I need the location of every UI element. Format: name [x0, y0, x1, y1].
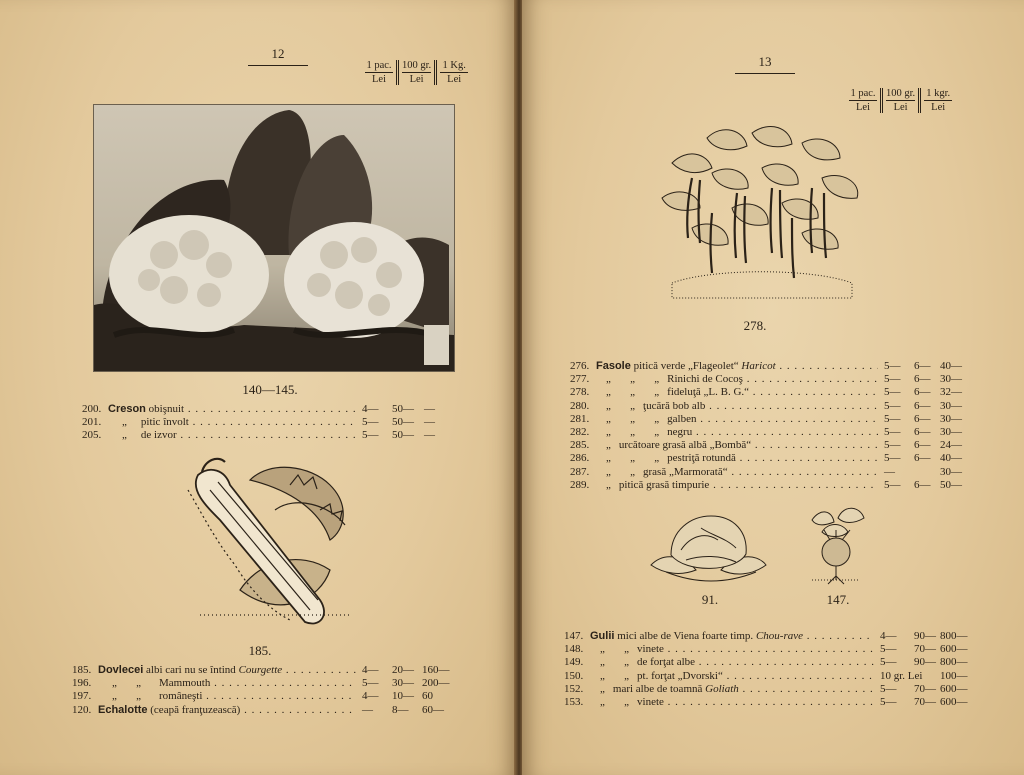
item-name: [596, 413, 878, 426]
price-100gr: 20—: [392, 664, 414, 676]
ditto-mark: „: [606, 439, 611, 452]
item-prices: [356, 403, 452, 416]
list-item: [564, 670, 974, 683]
item-variety: pitic învolt: [140, 416, 189, 429]
item-number: 185.: [72, 664, 92, 676]
item-number: 289.: [570, 478, 590, 491]
list-item: [564, 630, 974, 643]
list-item: [570, 400, 970, 413]
price-pac: 5—: [884, 373, 901, 386]
price-kg: —: [424, 416, 435, 429]
price-kg: 60: [422, 690, 433, 703]
item-variety: (ceapă franţuzească): [147, 703, 241, 716]
price-100gr: 30—: [392, 677, 414, 690]
list-item: [72, 664, 456, 677]
item-number: 278.: [570, 386, 590, 399]
item-variety: pitică verde „Flageolet“: [630, 360, 742, 372]
ditto-mark: „: [606, 478, 611, 491]
price-kgr: 32—: [940, 386, 962, 399]
price-pac: 5—: [880, 656, 897, 669]
price-pac: 4—: [880, 630, 897, 642]
price-pac: 5—: [880, 696, 897, 709]
price-kg: 200—: [422, 677, 450, 690]
price-kg: —: [424, 429, 435, 442]
price-100gr: 6—: [914, 360, 931, 372]
price-col-unit: Lei: [372, 74, 386, 85]
price-100gr: 6—: [914, 439, 931, 452]
ditto-mark: „ „: [606, 465, 636, 478]
ditto-mark: „ „: [600, 696, 630, 709]
price-header: [846, 88, 955, 113]
item-name: [98, 677, 356, 690]
right-page: [522, 0, 1024, 775]
price-kg: 160—: [422, 664, 450, 676]
price-pac: 5—: [362, 677, 379, 690]
price-col-kgr: [918, 88, 955, 113]
item-genus: Gulii: [590, 630, 615, 642]
item-genus: Dovlecei: [98, 664, 144, 676]
price-pac: 5—: [362, 429, 379, 442]
item-variety: urcătoare grasă albă „Bombă“: [618, 439, 752, 452]
price-kgr: 30—: [940, 465, 962, 478]
item-name: [590, 696, 874, 709]
price-pac: 5—: [884, 478, 901, 491]
price-pac: —: [884, 465, 895, 478]
price-kg: 60—: [422, 703, 444, 716]
price-100gr: 6—: [914, 386, 931, 399]
price-col-100gr: [396, 60, 434, 85]
item-name: [108, 416, 356, 429]
item-name: [98, 704, 356, 717]
item-prices: [878, 400, 970, 413]
price-kgr: 800—: [940, 630, 968, 642]
item-variety: ţucără bob alb: [643, 399, 706, 412]
item-number: 276.: [570, 360, 590, 372]
item-variety: vinete: [637, 696, 664, 709]
item-prices: [356, 704, 456, 717]
price-100gr: 6—: [914, 399, 931, 412]
list-item: [82, 416, 452, 429]
item-prices: [356, 664, 456, 677]
price-100gr: 50—: [392, 403, 414, 415]
item-variety: grasă „Marmorată“: [643, 465, 728, 478]
item-variety: Mammouth: [159, 677, 211, 690]
price-kgr: 600—: [940, 696, 968, 709]
item-latin: Chou-rave: [755, 630, 803, 642]
item-number: 201.: [82, 416, 102, 429]
ditto-mark: „: [600, 682, 605, 695]
price-100gr: 8—: [392, 703, 409, 716]
price-kgr: 30—: [940, 399, 962, 412]
price-col-label: 1 Kg.: [440, 60, 468, 73]
item-variety: româneşti: [159, 690, 203, 703]
price-pac: 5—: [884, 412, 901, 425]
item-latin: Goliath: [705, 682, 739, 695]
list-item: [570, 479, 970, 492]
price-col-unit: Lei: [447, 74, 462, 85]
item-name: [590, 683, 874, 696]
price-pac: 5—: [884, 399, 901, 412]
ditto-mark: „ „: [600, 669, 630, 682]
price-pac: —: [362, 703, 373, 716]
item-name: [108, 403, 356, 416]
item-number: 281.: [570, 412, 590, 425]
price-col-label: 100 gr.: [402, 60, 432, 71]
item-prices: [356, 677, 456, 690]
item-variety: obişnuit: [145, 403, 185, 415]
item-number: 196.: [72, 677, 92, 690]
ditto-mark: „ „ „: [606, 373, 660, 386]
price-pac: 10 gr. Lei: [880, 669, 923, 682]
item-genus: Fasole: [596, 360, 631, 372]
ditto-mark: „ „: [600, 656, 630, 669]
creson-list: [82, 403, 452, 443]
item-prices: [878, 426, 970, 439]
item-name: [590, 656, 874, 669]
item-prices: [356, 416, 452, 429]
item-name: [596, 360, 878, 373]
zucchini-illustration: [180, 450, 360, 630]
item-prices: [878, 452, 970, 465]
item-prices: [874, 683, 974, 696]
ditto-mark: „ „: [606, 399, 636, 412]
item-variety: mari albe de toamnă: [612, 682, 706, 695]
price-100gr: 50—: [392, 429, 414, 442]
ditto-mark: „ „: [112, 677, 142, 690]
price-pac: 5—: [884, 360, 901, 372]
item-latin: Haricot: [741, 360, 776, 372]
price-col-label: 100 gr.: [886, 88, 916, 99]
item-variety: de forţat albe: [637, 656, 696, 669]
list-item: [570, 373, 970, 386]
item-name: [590, 643, 874, 656]
fasole-list: [570, 360, 970, 492]
item-number: 147.: [564, 630, 584, 642]
item-name: [108, 429, 356, 442]
item-name: [596, 426, 878, 439]
page-number: 12: [248, 46, 308, 66]
item-variety: galben: [667, 412, 697, 425]
item-genus: Creson: [108, 403, 146, 415]
price-100gr: 90—: [914, 656, 936, 669]
list-item: [564, 696, 974, 709]
list-item: [82, 429, 452, 442]
price-100gr: [914, 466, 940, 479]
item-name: [596, 373, 878, 386]
page-number: 13: [735, 54, 795, 74]
kohlrabi-caption: 147.: [826, 592, 850, 607]
ditto-mark: „ „: [600, 643, 630, 656]
price-col-unit: Lei: [409, 74, 424, 85]
item-variety: de izvor: [140, 429, 177, 442]
price-100gr: 70—: [914, 643, 936, 656]
price-pac: 5—: [884, 452, 901, 465]
gulii-list: [564, 630, 974, 709]
list-item: [72, 690, 456, 703]
item-genus: Echalotte: [98, 703, 148, 716]
ditto-mark: „ „ „: [606, 386, 660, 399]
price-kgr: 40—: [940, 360, 962, 372]
price-col-label: 1 kgr.: [924, 88, 952, 101]
list-item: [72, 677, 456, 690]
item-number: 287.: [570, 465, 590, 478]
item-name: [98, 664, 356, 677]
price-pac: 5—: [880, 643, 897, 656]
item-variety: fideluţă „L. B. G.“: [667, 386, 750, 399]
list-item: [564, 643, 974, 656]
price-100gr: 6—: [914, 373, 931, 386]
item-prices: [878, 439, 970, 452]
price-col-unit: Lei: [893, 102, 908, 113]
price-100gr: 6—: [914, 452, 931, 465]
item-variety: vinete: [637, 643, 664, 656]
price-100gr: 6—: [914, 426, 931, 439]
item-number: 280.: [570, 399, 590, 412]
item-prices: [878, 373, 970, 386]
item-prices: [874, 696, 974, 709]
item-latin: Courgette: [238, 664, 283, 676]
price-pac: 5—: [884, 426, 901, 439]
item-prices: [356, 429, 452, 442]
price-100gr: 70—: [914, 682, 936, 695]
price-kgr: 30—: [940, 426, 962, 439]
item-name: [596, 452, 878, 465]
list-item: [570, 452, 970, 465]
price-col-unit: Lei: [931, 102, 946, 113]
price-kgr: 600—: [940, 643, 968, 656]
list-item: [570, 360, 970, 373]
price-100gr: 6—: [914, 478, 931, 491]
price-kgr: 40—: [940, 452, 962, 465]
list-item: [570, 426, 970, 439]
kohlrabi-illustration: [802, 500, 872, 590]
ditto-mark: „: [122, 416, 127, 429]
price-pac: 4—: [362, 690, 379, 703]
price-100gr: 70—: [914, 696, 936, 709]
item-name: [596, 466, 878, 479]
item-prices: [878, 360, 970, 373]
price-pac: 5—: [884, 386, 901, 399]
item-variety: negru: [667, 426, 693, 439]
cauliflower-illustration: [94, 105, 454, 371]
list-item: [564, 683, 974, 696]
price-kgr: 24—: [940, 439, 962, 452]
item-prices: [878, 466, 970, 479]
item-variety: albi cari nu se întind: [143, 664, 239, 676]
item-prices: [878, 386, 970, 399]
photo-caption: 140—145.: [242, 382, 298, 397]
item-number: 148.: [564, 643, 584, 656]
price-col-pac: [846, 88, 880, 113]
cabbage-illustration: [646, 510, 771, 588]
bean-caption: 278.: [743, 318, 767, 333]
price-pac: 4—: [362, 403, 379, 415]
item-prices: [874, 670, 974, 683]
ditto-mark: „ „ „: [606, 412, 660, 425]
price-col-unit: Lei: [856, 102, 870, 113]
price-col-pac: [362, 60, 396, 85]
price-pac: 4—: [362, 664, 379, 676]
price-col-label: 1 pac.: [850, 88, 876, 99]
ditto-mark: „: [122, 429, 127, 442]
list-item: [564, 656, 974, 669]
ditto-mark: „ „: [112, 690, 142, 703]
item-number: 153.: [564, 696, 584, 709]
item-variety: pestriţă rotundă: [667, 452, 736, 465]
item-name: [596, 479, 878, 492]
item-variety: Rinichi de Cocoş: [667, 373, 743, 386]
item-name: [596, 400, 878, 413]
item-prices: [356, 690, 456, 703]
item-name: [596, 439, 878, 452]
item-prices: [874, 643, 974, 656]
price-col-100gr: [880, 88, 918, 113]
price-header: [362, 60, 471, 85]
price-col-kg: [434, 60, 471, 85]
price-kgr: 50—: [940, 478, 962, 491]
zucchini-caption: 185.: [248, 643, 272, 658]
cauliflower-photo: [93, 104, 455, 372]
list-item: [570, 439, 970, 452]
ditto-mark: „ „ „: [606, 452, 660, 465]
item-variety: mici albe de Viena foarte timp.: [614, 630, 756, 642]
price-pac: 5—: [884, 439, 901, 452]
item-number: 205.: [82, 429, 102, 442]
price-100gr: 6—: [914, 412, 931, 425]
price-100gr: 50—: [392, 416, 414, 429]
bean-plant-illustration: [652, 118, 872, 313]
list-item: [72, 704, 456, 717]
price-kg: —: [424, 403, 435, 415]
item-number: 200.: [82, 403, 102, 415]
item-prices: [874, 630, 974, 643]
dovlecei-list: [72, 664, 456, 717]
item-prices: [878, 479, 970, 492]
price-pac: 5—: [880, 682, 897, 695]
item-number: 149.: [564, 656, 584, 669]
item-variety: pitică grasă timpurie: [618, 478, 710, 491]
list-item: [82, 403, 452, 416]
price-kgr: 100—: [940, 669, 968, 682]
item-number: 282.: [570, 426, 590, 439]
item-number: 120.: [72, 703, 92, 716]
price-kgr: 600—: [940, 682, 968, 695]
item-number: 285.: [570, 439, 590, 452]
list-item: [570, 413, 970, 426]
item-number: 286.: [570, 452, 590, 465]
item-number: 197.: [72, 690, 92, 703]
item-prices: [874, 656, 974, 669]
item-prices: [878, 413, 970, 426]
item-name: [596, 386, 878, 399]
item-name: [590, 630, 874, 643]
item-number: 277.: [570, 373, 590, 386]
price-100gr: 10—: [392, 690, 414, 703]
ditto-mark: „ „ „: [606, 426, 660, 439]
item-variety: pt. forţat „Dvorski“: [637, 669, 723, 682]
price-kgr: 30—: [940, 412, 962, 425]
price-kgr: 800—: [940, 656, 968, 669]
item-number: 150.: [564, 669, 584, 682]
item-name: [590, 670, 874, 683]
list-item: [570, 386, 970, 399]
price-100gr: 90—: [914, 630, 936, 642]
price-col-label: 1 pac.: [366, 60, 392, 71]
price-kgr: 30—: [940, 373, 962, 386]
price-pac: 5—: [362, 416, 379, 429]
cabbage-caption: 91.: [701, 592, 719, 607]
item-name: [98, 690, 356, 703]
item-number: 152.: [564, 682, 584, 695]
list-item: [570, 466, 970, 479]
